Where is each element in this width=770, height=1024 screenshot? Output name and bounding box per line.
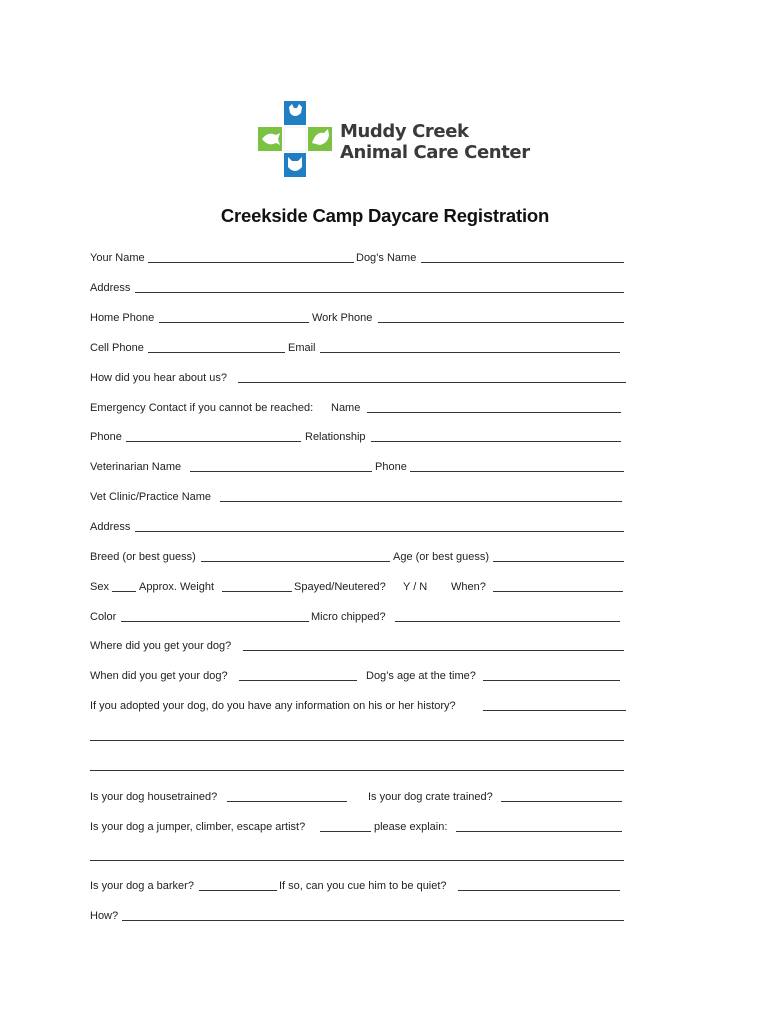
your-name-label: Your Name [90, 252, 145, 264]
jumper-line[interactable] [320, 831, 371, 832]
dogs-name-label: Dog’s Name [356, 252, 417, 264]
row-training [90, 789, 626, 805]
age-at-time-line[interactable] [483, 680, 620, 681]
age-at-time-label: Dog’s age at the time? [366, 670, 476, 682]
emergency-contact-label: Emergency Contact if you cannot be reached: [90, 402, 314, 414]
sex-label: Sex [90, 581, 109, 593]
row-phones [90, 310, 626, 326]
crate-trained-line[interactable] [501, 801, 622, 802]
how-hear-label: How did you hear about us? [90, 372, 227, 384]
cell-phone-label: Cell Phone [90, 342, 144, 354]
emergency-phone-label: Phone [90, 431, 122, 443]
where-get-line[interactable] [243, 650, 624, 651]
row-vet-address [90, 519, 626, 535]
crate-trained-label: Is your dog crate trained? [368, 791, 493, 803]
address-label: Address [90, 282, 131, 294]
barker-line[interactable] [199, 890, 277, 891]
weight-label: Approx. Weight [139, 581, 215, 593]
micro-label: Micro chipped? [311, 611, 386, 623]
row-emergency [90, 400, 626, 416]
email-label: Email [288, 342, 316, 354]
logo-line-1: Muddy Creek [340, 121, 469, 142]
vet-clinic-label: Vet Clinic/Practice Name [90, 491, 212, 503]
work-phone-line[interactable] [378, 322, 624, 323]
adopted-history-label: If you adopted your dog, do you have any information on his or her history? [90, 700, 456, 712]
home-phone-line[interactable] [159, 322, 309, 323]
logo [258, 101, 530, 181]
row-emergency-phone [90, 429, 626, 445]
page-title: Creekside Camp Daycare Registration [220, 205, 550, 226]
vet-phone-line[interactable] [410, 471, 624, 472]
vet-phone-label: Phone [375, 461, 407, 473]
row-cell-email [90, 340, 626, 356]
home-phone-label: Home Phone [90, 312, 155, 324]
spayed-label: Spayed/Neutered? [294, 581, 386, 593]
how-label: How? [90, 910, 119, 922]
row-color-micro [90, 609, 626, 625]
row-when-get [90, 668, 626, 684]
your-name-line[interactable] [148, 262, 354, 263]
vet-name-line[interactable] [190, 471, 372, 472]
work-phone-label: Work Phone [312, 312, 373, 324]
row-barker [90, 878, 626, 894]
row-names [90, 250, 626, 266]
logo-line-2: Animal Care Center [340, 142, 530, 163]
where-get-label: Where did you get your dog? [90, 640, 232, 652]
vet-address-label: Address [90, 521, 131, 533]
breed-line[interactable] [201, 561, 390, 562]
adopted-history-line[interactable] [483, 710, 626, 711]
row-jumper [90, 819, 626, 835]
row-vet [90, 459, 626, 475]
sex-line[interactable] [112, 591, 136, 592]
how-line[interactable] [122, 920, 624, 921]
housetrained-line[interactable] [227, 801, 347, 802]
history-line-2[interactable] [90, 770, 624, 771]
barker-label: Is your dog a barker? [90, 880, 194, 892]
row-how-hear [90, 370, 626, 386]
relationship-line[interactable] [371, 441, 621, 442]
cue-quiet-line[interactable] [458, 890, 620, 891]
cell-phone-line[interactable] [148, 352, 285, 353]
row-history-blank-1 [90, 728, 626, 744]
when-get-line[interactable] [239, 680, 357, 681]
logo-cross-icon [258, 101, 334, 179]
housetrained-label: Is your dog housetrained? [90, 791, 218, 803]
jumper-label: Is your dog a jumper, climber, escape artist? [90, 821, 306, 833]
color-line[interactable] [121, 621, 309, 622]
vet-clinic-line[interactable] [220, 501, 622, 502]
explain-line-2[interactable] [90, 860, 624, 861]
address-line[interactable] [135, 292, 624, 293]
please-explain-label: please explain: [374, 821, 448, 833]
age-label: Age (or best guess) [393, 551, 489, 563]
please-explain-line[interactable] [456, 831, 622, 832]
when-label: When? [451, 581, 486, 593]
dogs-name-line[interactable] [421, 262, 624, 263]
row-address [90, 280, 626, 296]
micro-line[interactable] [395, 621, 620, 622]
breed-label: Breed (or best guess) [90, 551, 196, 563]
color-label: Color [90, 611, 117, 623]
yes-no-label[interactable]: Y / N [403, 581, 428, 593]
relationship-label: Relationship [305, 431, 366, 443]
vet-address-line[interactable] [135, 531, 624, 532]
row-breed-age [90, 549, 626, 565]
cue-quiet-label: If so, can you cue him to be quiet? [279, 880, 447, 892]
when-get-label: When did you get your dog? [90, 670, 228, 682]
emergency-name-label: Name [331, 402, 361, 414]
row-how [90, 908, 626, 924]
row-sex-weight [90, 579, 626, 595]
when-line[interactable] [493, 591, 623, 592]
how-hear-line[interactable] [238, 382, 626, 383]
history-line-1[interactable] [90, 740, 624, 741]
row-history-blank-2 [90, 758, 626, 774]
email-line[interactable] [320, 352, 620, 353]
row-explain-blank [90, 848, 626, 864]
age-line[interactable] [493, 561, 624, 562]
vet-name-label: Veterinarian Name [90, 461, 182, 473]
row-adopted [90, 698, 626, 714]
emergency-name-line[interactable] [367, 412, 621, 413]
weight-line[interactable] [222, 591, 292, 592]
row-where-get [90, 638, 626, 654]
row-vet-clinic [90, 489, 626, 505]
emergency-phone-line[interactable] [126, 441, 301, 442]
